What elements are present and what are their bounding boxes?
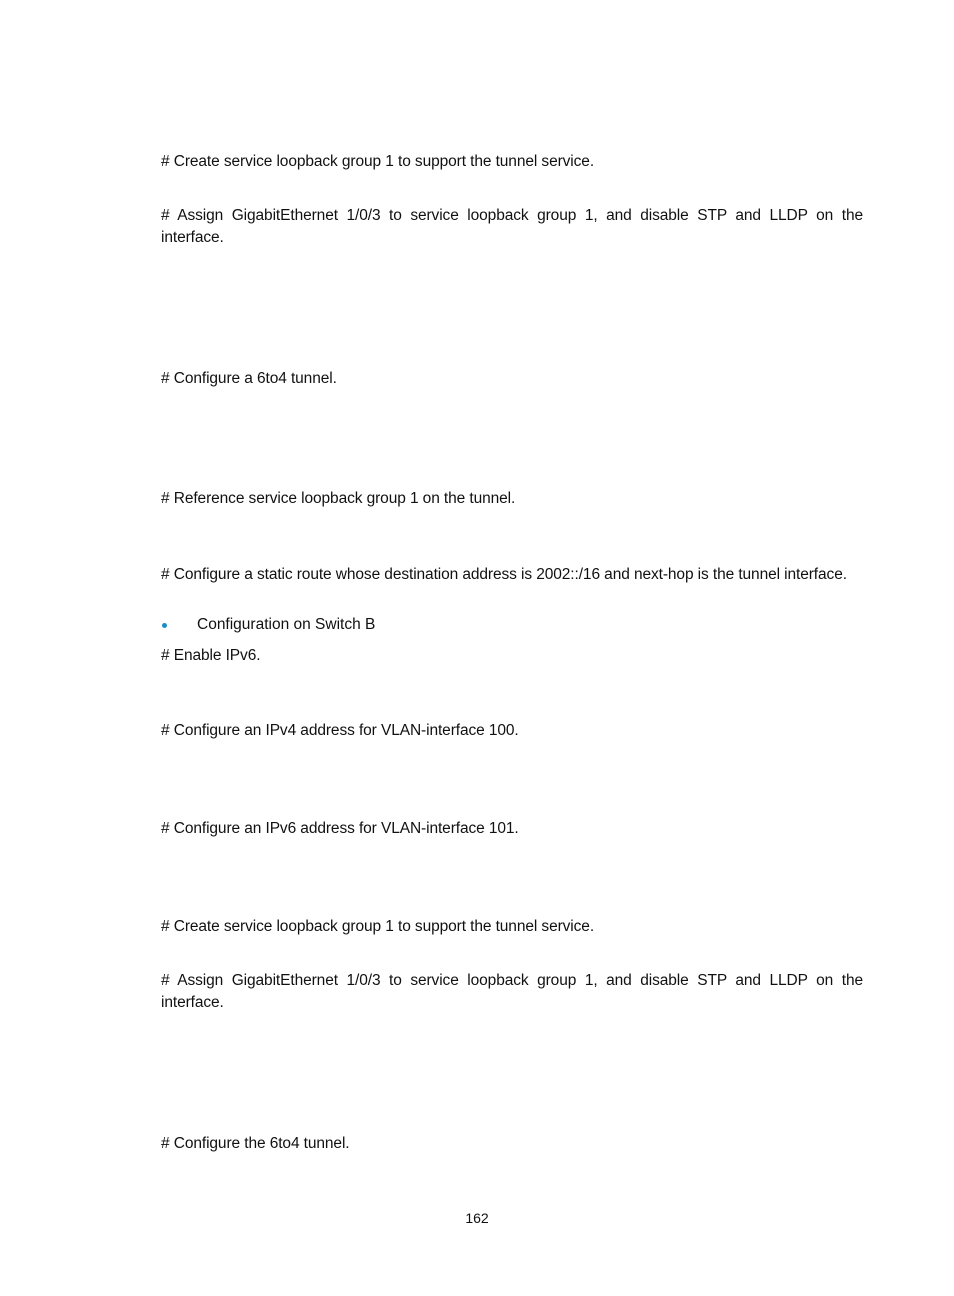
step-enable-ipv6: # Enable IPv6. — [161, 647, 261, 664]
bullet-dot-icon — [162, 623, 167, 628]
step-configure-tunnel-b: # Configure the 6to4 tunnel. — [161, 1135, 350, 1152]
step-reference-loopback-group: # Reference service loopback group 1 on the tunnel. — [161, 490, 516, 507]
step-create-loopback-group-b: # Create service loopback group 1 to support the tunnel service. — [161, 918, 595, 935]
page-number: 162 — [465, 1210, 489, 1226]
step-ipv6-address: # Configure an IPv6 address for VLAN-interface 101. — [161, 820, 519, 837]
step-assign-interface-a: # Assign GigabitEthernet 1/0/3 to service loopback group 1, and disable STP and LLDP on the interface. — [161, 207, 863, 246]
step-create-loopback-group-a: # Create service loopback group 1 to support the tunnel service. — [161, 153, 595, 170]
step-static-route: # Configure a static route whose destination address is 2002::/16 and next-hop is the tunnel interface. — [161, 566, 847, 583]
step-configure-tunnel-a: # Configure a 6to4 tunnel. — [161, 370, 337, 387]
bullet-item-label: Configuration on Switch B — [197, 616, 376, 633]
step-assign-interface-b: # Assign GigabitEthernet 1/0/3 to service loopback group 1, and disable STP and LLDP on the interface. — [161, 972, 863, 1011]
step-ipv4-address: # Configure an IPv4 address for VLAN-interface 100. — [161, 722, 519, 739]
